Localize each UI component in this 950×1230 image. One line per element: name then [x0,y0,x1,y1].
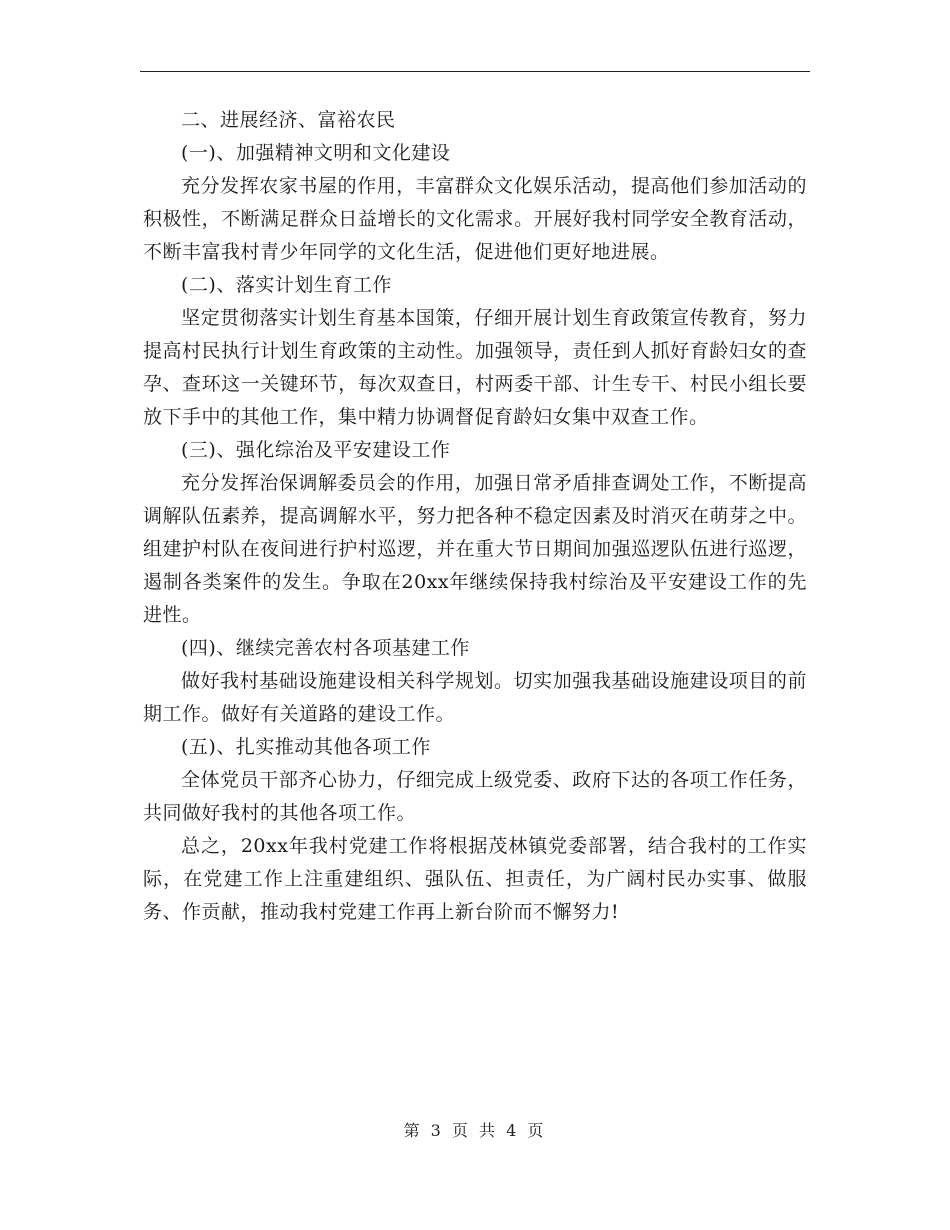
body-paragraph: 全体党员干部齐心协力，仔细完成上级党委、政府下达的各项工作任务，共同做好我村的其他各项工作。 [143,769,807,824]
document-body [143,104,807,929]
subsection-heading: (五)、扎实推动其他各项工作 [181,736,431,758]
body-paragraph: 做好我村基础设施建设相关科学规划。切实加强我基础设施建设项目的前期工作。做好有关道路的建设工作。 [143,670,807,725]
conclusion-paragraph: 总之，20xx年我村党建工作将根据茂林镇党委部署，结合我村的工作实际，在党建工作上注重建组织、强队伍、担责任，为广阔村民办实事、做服务、作贡献，推动我村党建工作再上新台阶而不懈努力! [143,835,807,923]
body-paragraph: 坚定贯彻落实计划生育基本国策，仔细开展计划生育政策宣传教育，努力提高村民执行计划生育政策的主动性。加强领导，责任到人抓好育龄妇女的查孕、查环这一关键环节，每次双查日，村两委干部、计生专干、村民小组长要放下手中的其他工作，集中精力协调督促育龄妇女集中双查工作。 [143,307,807,428]
body-paragraph: 充分发挥农家书屋的作用，丰富群众文化娱乐活动，提高他们参加活动的积极性，不断满足群众日益增长的文化需求。开展好我村同学安全教育活动，不断丰富我村青少年同学的文化生活，促进他们更好地进展。 [143,175,807,263]
body-paragraph: 充分发挥治保调解委员会的作用，加强日常矛盾排查调处工作，不断提高调解队伍素养，提高调解水平，努力把各种不稳定因素及时消灭在萌芽之中。组建护村队在夜间进行护村巡逻，并在重大节日期间加强巡逻队伍进行巡逻，遏制各类案件的发生。争取在20xx年继续保持我村综治及平安建设工作的先进性。 [143,472,807,626]
subsection-heading: (二)、落实计划生育工作 [181,274,392,296]
page-number-footer: 第 3 页 共 4 页 [403,1121,547,1140]
header-rule [140,71,810,72]
subsection-heading: (三)、强化综治及平安建设工作 [181,439,451,461]
subsection-heading: (四)、继续完善农村各项基建工作 [181,637,470,659]
section-heading: 二、进展经济、富裕农民 [181,109,396,131]
subsection-heading: (一)、加强精神文明和文化建设 [181,142,451,164]
